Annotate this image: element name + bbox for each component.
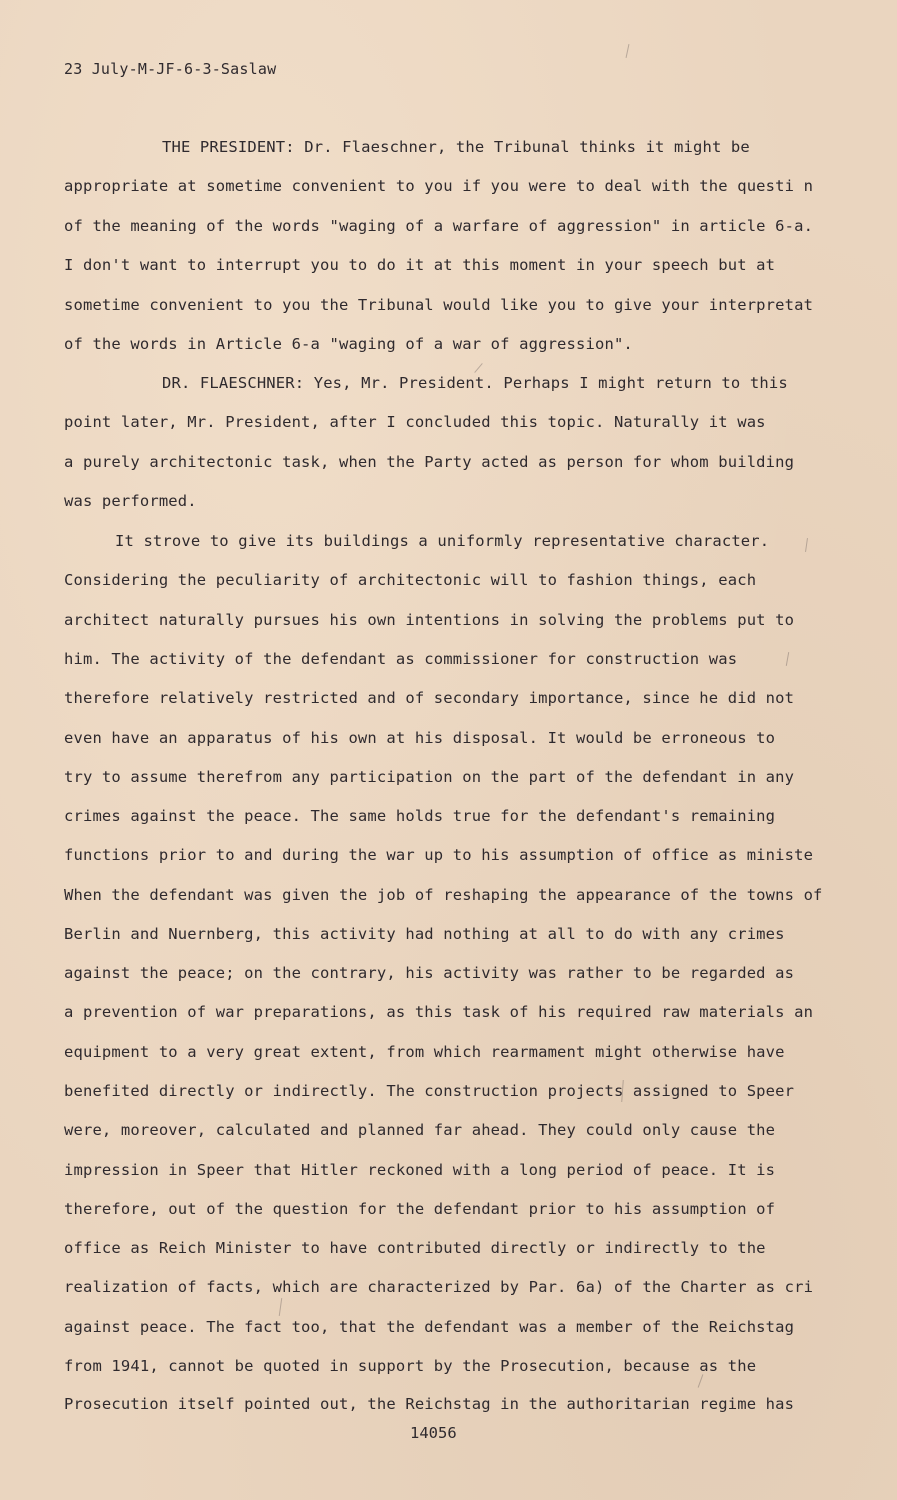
text-line: from 1941, cannot be quoted in support by the Prosecution, because as the xyxy=(64,1357,757,1375)
text-line: of the meaning of the words "waging of a warfare of aggression" in article 6-a. xyxy=(64,217,814,235)
text-line: Prosecution itself pointed out, the Reichstag in the authoritarian regime has xyxy=(64,1395,795,1413)
text-line: It strove to give its buildings a uniformly representative character. xyxy=(115,532,770,550)
text-line: realization of facts, which are characterized by Par. 6a) of the Charter as cri xyxy=(64,1278,814,1296)
pencil-mark xyxy=(698,1374,704,1387)
text-line: point later, Mr. President, after I concluded this topic. Naturally it was xyxy=(64,413,766,431)
text-line: impression in Speer that Hitler reckoned with a long period of peace. It is xyxy=(64,1161,776,1179)
pencil-mark xyxy=(626,44,630,58)
page-number: 14056 xyxy=(410,1424,457,1442)
text-line: architect naturally pursues his own intentions in solving the problems put to xyxy=(64,611,795,629)
text-line: a purely architectonic task, when the Party acted as person for whom building xyxy=(64,453,795,471)
text-line: even have an apparatus of his own at his disposal. It would be erroneous to xyxy=(64,729,776,747)
text-line: therefore relatively restricted and of secondary importance, since he did not xyxy=(64,689,795,707)
pencil-mark xyxy=(786,652,789,666)
text-line: Berlin and Nuernberg, this activity had nothing at all to do with any crimes xyxy=(64,925,785,943)
text-line: against peace. The fact too, that the defendant was a member of the Reichstag xyxy=(64,1318,795,1336)
pencil-mark xyxy=(805,538,808,552)
text-line: were, moreover, calculated and planned far ahead. They could only cause the xyxy=(64,1121,776,1139)
text-line: I don't want to interrupt you to do it at this moment in your speech but at xyxy=(64,256,776,274)
text-line: him. The activity of the defendant as commissioner for construction was xyxy=(64,650,738,668)
text-line: appropriate at sometime convenient to you if you were to deal with the questi n xyxy=(64,177,814,195)
pencil-mark xyxy=(279,1298,282,1316)
text-line: functions prior to and during the war up to his assumption of office as ministe xyxy=(64,846,814,864)
text-line: Considering the peculiarity of architectonic will to fashion things, each xyxy=(64,571,757,589)
text-line: was performed. xyxy=(64,492,197,510)
text-line: crimes against the peace. The same holds true for the defendant's remaining xyxy=(64,807,776,825)
text-line: therefore, out of the question for the defendant prior to his assumption of xyxy=(64,1200,776,1218)
text-line: sometime convenient to you the Tribunal would like you to give your interpretat xyxy=(64,296,814,314)
text-line: try to assume therefrom any participation on the part of the defendant in any xyxy=(64,768,795,786)
document-header: 23 July-M-JF-6-3-Saslaw xyxy=(64,60,277,78)
text-line: of the words in Article 6-a "waging of a war of aggression". xyxy=(64,335,633,353)
pencil-mark xyxy=(474,363,482,373)
text-line: equipment to a very great extent, from which rearmament might otherwise have xyxy=(64,1043,785,1061)
text-line: a prevention of war preparations, as this task of his required raw materials an xyxy=(64,1003,814,1021)
text-line: benefited directly or indirectly. The construction projects assigned to Speer xyxy=(64,1082,795,1100)
text-line: DR. FLAESCHNER: Yes, Mr. President. Perhaps I might return to this xyxy=(162,374,788,392)
text-line: against the peace; on the contrary, his activity was rather to be regarded as xyxy=(64,964,795,982)
text-line: THE PRESIDENT: Dr. Flaeschner, the Tribunal thinks it might be xyxy=(162,138,750,156)
text-line: When the defendant was given the job of reshaping the appearance of the towns of xyxy=(64,886,823,904)
text-line: office as Reich Minister to have contributed directly or indirectly to the xyxy=(64,1239,766,1257)
